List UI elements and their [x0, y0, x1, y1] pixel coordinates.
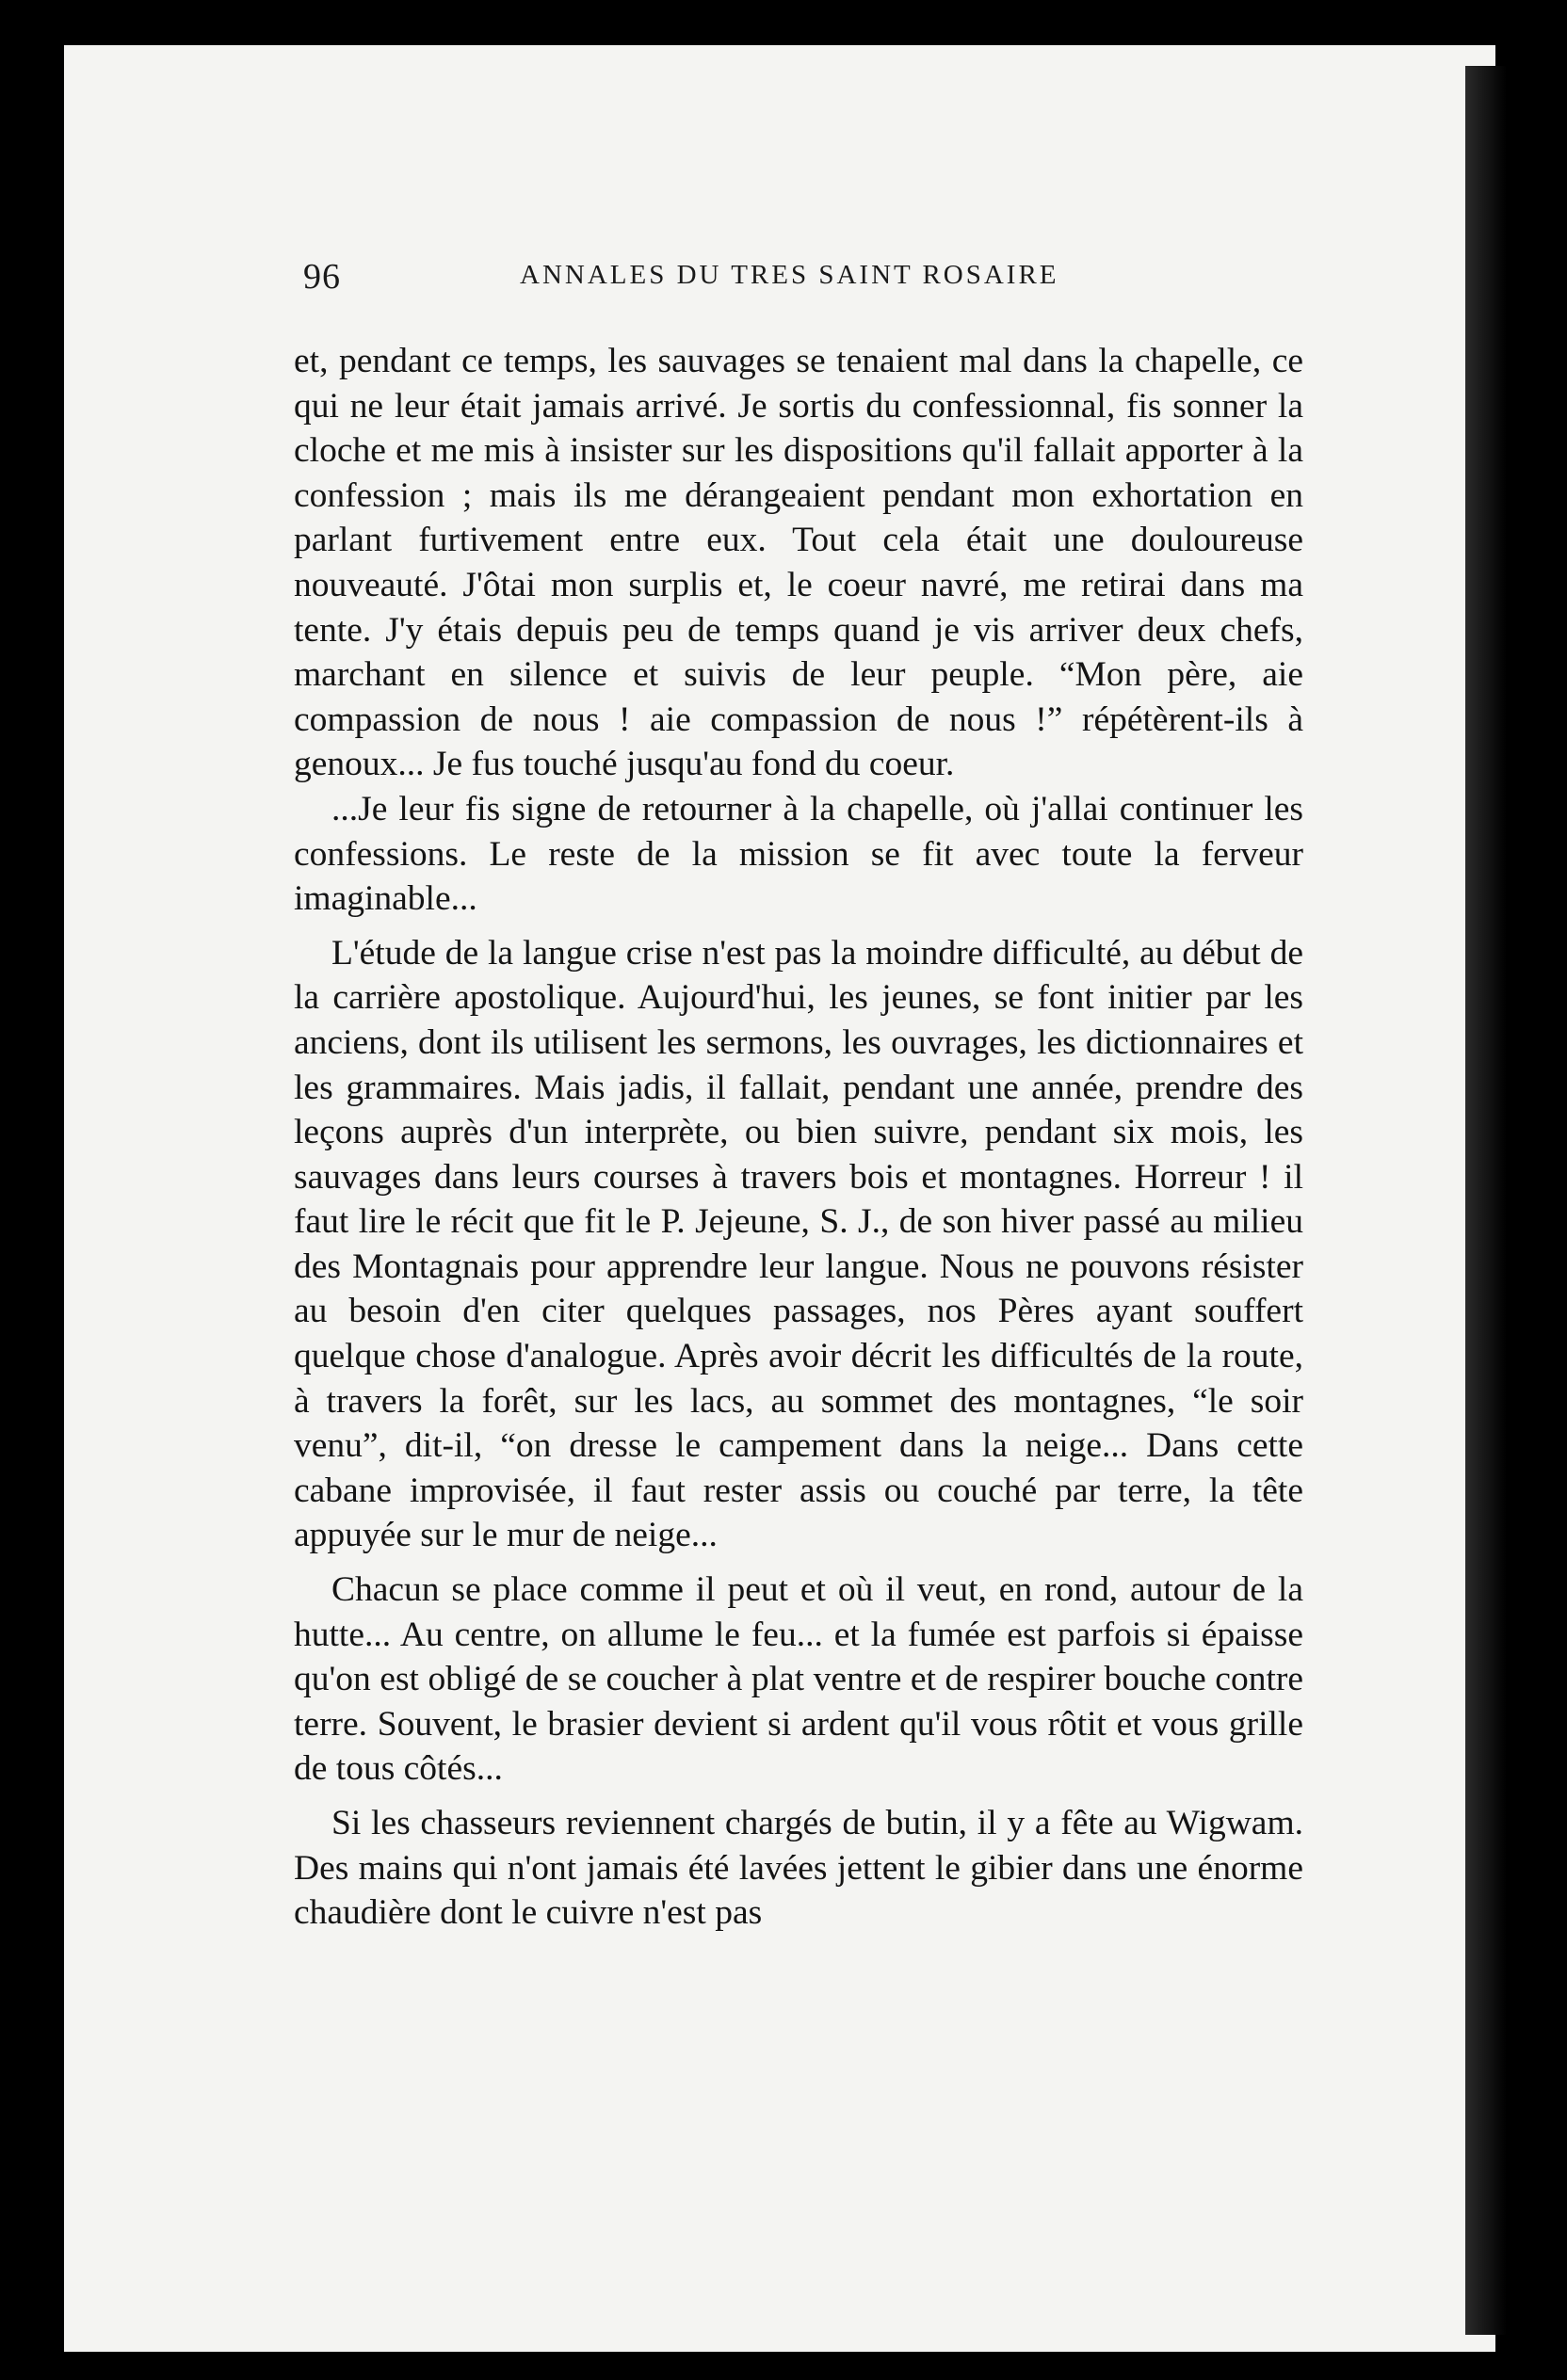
paragraph-2: ...Je leur fis signe de retourner à la chapelle, où j'allai continuer les confessions. Le reste de la mission se fit avec toute la ferveur imaginable...: [294, 789, 1303, 919]
paragraph-1: et, pendant ce temps, les sauvages se tenaient mal dans la chapelle, ce qui ne leur était jamais arrivé. Je sortis du confessionnal, fis sonner la cloche et me mis à insister sur les dispositions qu'il fallait apporter à la confession ; mais ils me dérangeaient pendant mon exhortation en parlant furtivement entre eux. Tout cela était une douloureuse nouveauté. J'ôtai mon surplis et, le coeur navré, me retirai dans ma tente. J'y étais depuis peu de temps quand je vis arriver deux chefs, marchant en silence et suivis de leur peuple. “Mon père, aie compassion de nous ! aie compassion de nous !” répétèrent-ils à genoux... Je fus touché jusqu'au fond du coeur.: [294, 342, 1303, 784]
book-spine-edge: [1465, 66, 1507, 2335]
page-number: 96: [303, 257, 341, 297]
paragraph-5: Si les chasseurs reviennent chargés de butin, il y a fête au Wigwam. Des mains qui n'ont jamais été lavées jettent le gibier dans une énorme chaudière dont le cuivre n'est pas: [294, 1804, 1303, 1933]
paragraph-3: L'étude de la langue crise n'est pas la moindre difficulté, au début de la carrière apostolique. Aujourd'hui, les jeunes, se font initier par les anciens, dont ils utilisent les sermons, les ouvrages, les dictionnaires et les grammaires. Mais jadis, il fallait, pendant une année, prendre des leçons auprès d'un interprète, ou bien suivre, pendant six mois, les sauvages dans leurs courses à travers bois et montagnes. Horreur ! il faut lire le récit que fit le P. Jejeune, S. J., de son hiver passé au milieu des Montagnais pour apprendre leur langue. Nous ne pouvons résister au besoin d'en citer quelques passages, nos Pères ayant souffert quelque chose d'analogue. Après avoir décrit les difficultés de la route, à travers la forêt, sur les lacs, au sommet des montagnes, “le soir venu”, dit-il, “on dresse le campement dans la neige... Dans cette cabane improvisée, il faut rester assis ou couché par terre, la tête appuyée sur le mur de neige...: [294, 933, 1303, 1555]
running-title: ANNALES DU TRES SAINT ROSAIRE: [520, 260, 1059, 290]
paragraph-4: Chacun se place comme il peut et où il veut, en rond, autour de la hutte... Au centre, on allume le feu... et la fumée est parfois si épaisse qu'on est obligé de se coucher à plat ventre et de respirer bouche contre terre. Souvent, le brasier devient si ardent qu'il vous rôtit et vous grille de tous côtés...: [294, 1570, 1303, 1789]
page-header: [303, 256, 1303, 313]
page-body: [294, 339, 1303, 1936]
